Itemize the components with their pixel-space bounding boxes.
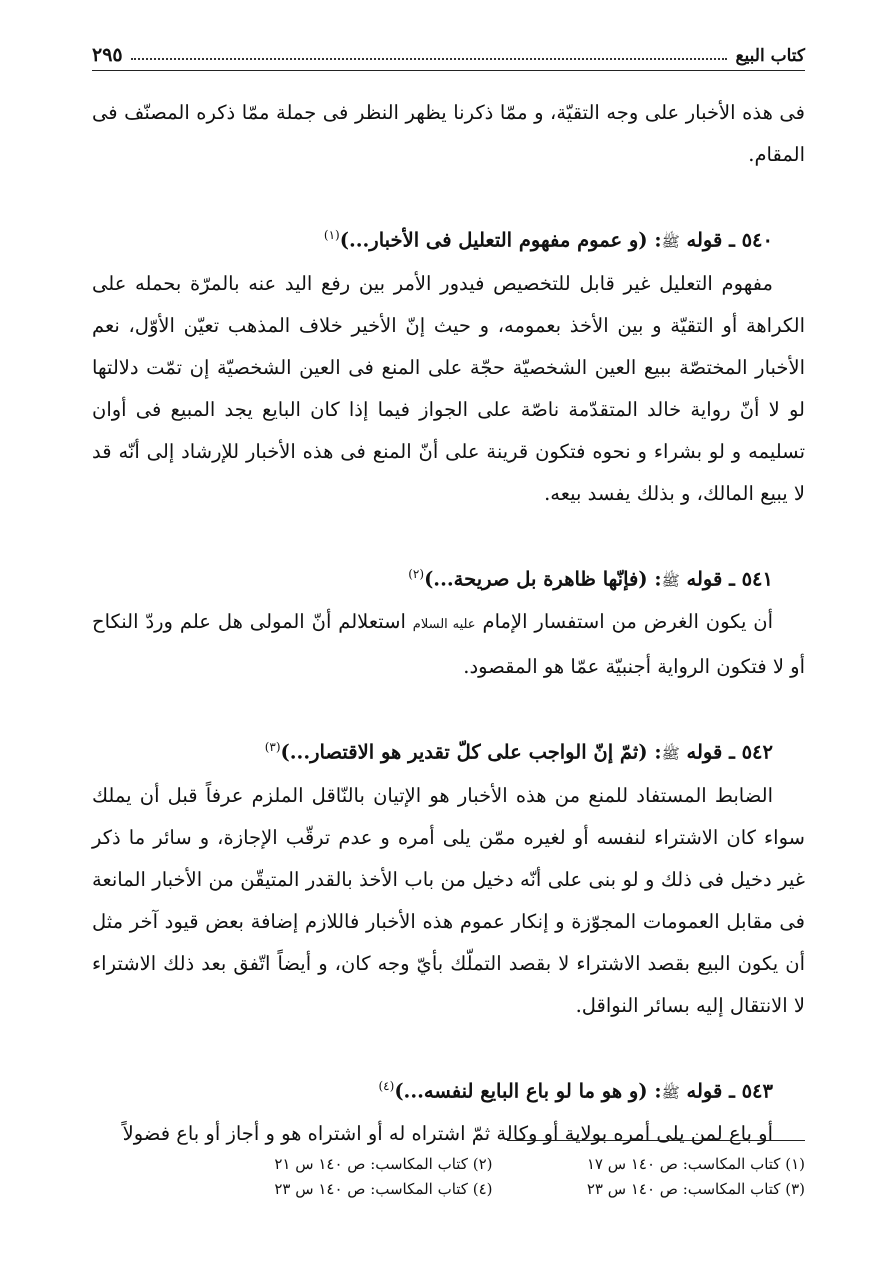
book-title: كتاب البيع bbox=[735, 46, 805, 66]
footnote-ref: (١) bbox=[323, 228, 340, 242]
section-heading: ٥٤٠ ـ قوله ﷺ: (و عموم مفهوم التعليل فى الأخبار...)$^{(١)}$ bbox=[323, 228, 773, 252]
section-heading: ٥٤٢ ـ قوله ﷺ: (ثمّ إنّ الواجب على كلّ تقدير هو الاقتصار...)$^{(٣)}$ bbox=[264, 740, 773, 764]
running-header bbox=[92, 36, 805, 71]
footnote-ref: (٢) bbox=[408, 566, 425, 581]
honorific-glyph: ﷺ bbox=[661, 571, 680, 589]
honorific-glyph: ﷺ bbox=[661, 232, 680, 251]
honorific-glyph: ﷺ bbox=[661, 1083, 680, 1101]
section-body: الضابط المستفاد للمنع من هذه الأخبار هو الإتيان بالنّاقل الملزم عرفاً قبل أن يملك سواء كان الاشتراء لنفسه أو لغيره ممّن يلى أمره و عدم ترقّب الإجازة، و سائر ما ذكر غير دخيل فى ذلك و لو بنى على أنّه دخيل من باب الأخذ بالقدر المتيقّن من الأخبار المانعة فى مقابل العمومات المجوّزة و إنكار عموم هذه الأخبار فاللازم إضافة بعض قيود آخر مثل أن يكون البيع بقصد الاشتراء لا بقصد التملّك بأيّ وجه كان، و أيضاً اتّفق بعد ذلك الاشتراء لا الانتقال إليه بسائر النواقل. bbox=[92, 783, 805, 1017]
section-body: مفهوم التعليل غير قابل للتخصيص فيدور الأمر بين رفع اليد عنه بالمرّة بحمله على الكراهة أو التقيّة و بين الأخذ بعمومه، و حيث إنّ الأخير خلاف المذهب تعيّن الأوّل، نعم الأخبار المختصّة ببيع العين الشخصيّة حجّة على المنع فى العين الشخصيّة إن تمّت دلالتها لو لا أنّ رواية خالد المتقدّمة ناصّة على الجواز فيما إذا كان البايع يجد المبيع فى أوان تسليمه و لو بشراء و نحوه فتكون قرينة على أنّ المنع فى هذه الأخبار للإرشاد إلى أنّه قد لا يبيع المالك، و بذلك يفسد بيعه. bbox=[92, 271, 805, 505]
footnote-ref: (٤) bbox=[378, 1078, 395, 1093]
small-honorific-text: عليه السلام bbox=[412, 617, 476, 632]
footnote-4: (٤) كتاب المكاسب: ص ١٤٠ س ٢٣ bbox=[274, 1180, 493, 1198]
section-heading: ٥٤٣ ـ قوله ﷺ: (و هو ما لو باع البايع لنفسه...)$^{(٤)}$ bbox=[378, 1078, 773, 1102]
section-heading: ٥٤١ ـ قوله ﷺ: (فإنّها ظاهرة بل صريحة...)$^{(٢)}$ bbox=[408, 566, 773, 590]
footnote-separator bbox=[507, 1140, 805, 1141]
section-541 bbox=[92, 553, 805, 689]
section-body: أن يكون الغرض من استفسار الإمام عليه السلام استعلالم أنّ المولى هل علم وردّ النكاح أو لا فتكون الرواية أجنبيّة عمّا هو المقصود. bbox=[92, 610, 805, 678]
section-540 bbox=[92, 214, 805, 515]
footnote-3: (٣) كتاب المكاسب: ص ١٤٠ س ٢٣ bbox=[586, 1180, 805, 1198]
footnote-ref: (٣) bbox=[264, 740, 281, 754]
section-543 bbox=[92, 1065, 805, 1156]
section-body: أو باع لمن يلى أمره بولاية أو وكالة ثمّ اشتراه له أو اشتراه هو و أجاز أو باع فضولاً bbox=[122, 1122, 773, 1145]
footnote-1: (١) كتاب المكاسب: ص ١٤٠ س ١٧ bbox=[586, 1155, 805, 1173]
footnote-2: (٢) كتاب المكاسب: ص ١٤٠ س ٢١ bbox=[274, 1155, 493, 1173]
intro-paragraph: فى هذه الأخبار على وجه التقيّة، و ممّا ذكرنا يظهر النظر فى جملة ممّا ذكره المصنّف فى المقام. bbox=[92, 101, 805, 166]
page-number: ٢٩٥ bbox=[92, 44, 123, 66]
section-542 bbox=[92, 726, 805, 1027]
footnotes bbox=[180, 1152, 805, 1202]
main-text bbox=[92, 92, 805, 1193]
header-leader-dots bbox=[131, 58, 728, 60]
honorific-glyph: ﷺ bbox=[661, 744, 680, 763]
